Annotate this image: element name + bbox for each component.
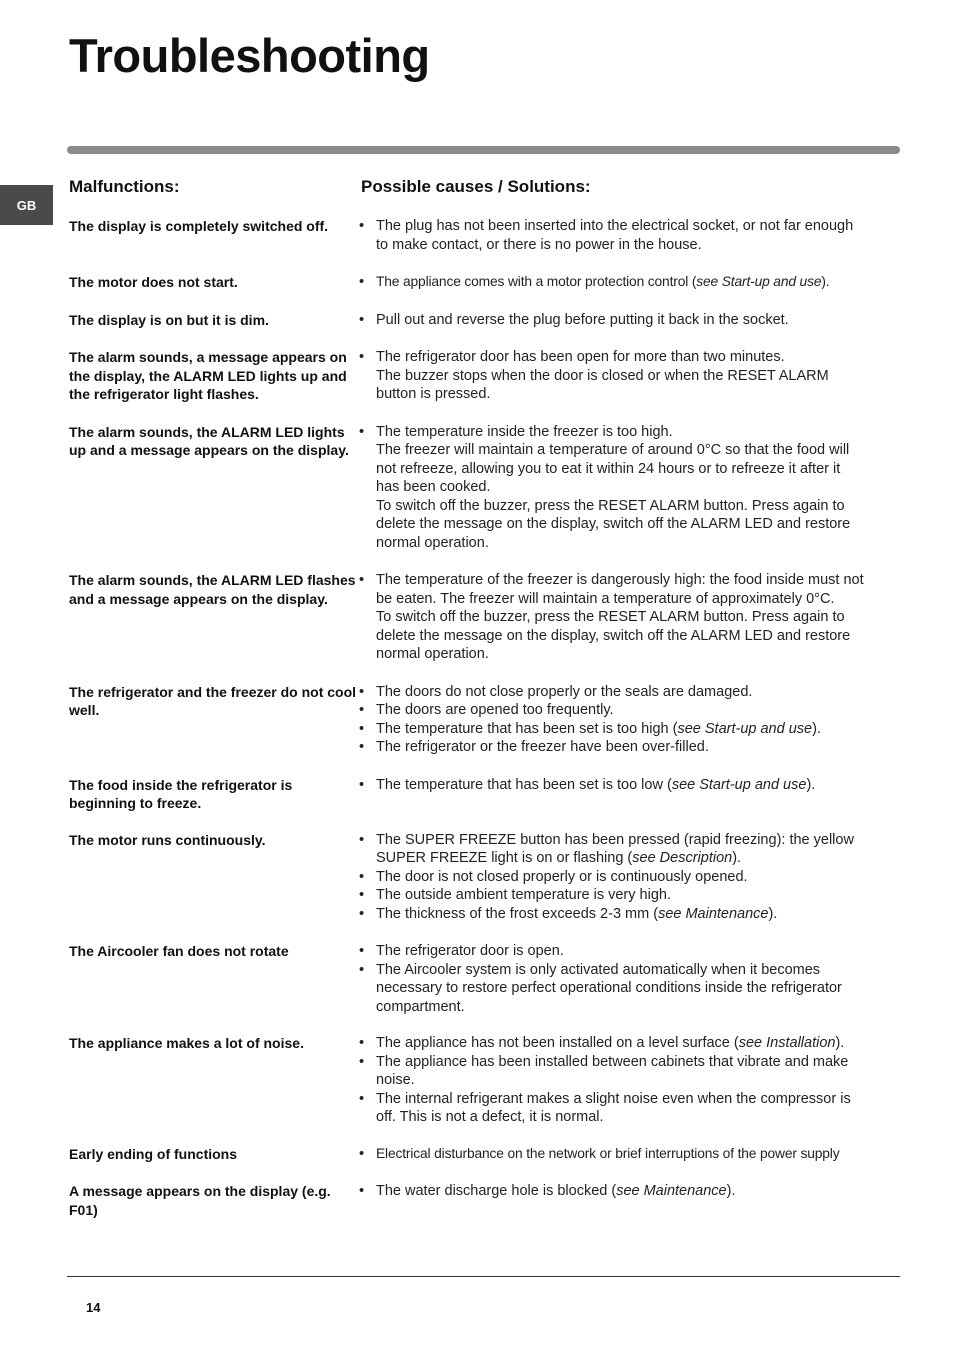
bullet-icon: • <box>359 1145 365 1162</box>
cause-text: The temperature of the freezer is dangerously high: the food inside must not be eaten. The freezer will maintain a temperature of approximately 0°C. To switch off the buzzer, press the RESET ALARM button. Press again to delete the message on the display, switch off the ALARM LED and restore normal operation. <box>376 572 864 662</box>
cause-text: The thickness of the frost exceeds 2-3 mm (see Maintenance). <box>376 905 778 922</box>
causes-list <box>359 571 899 664</box>
cause-text: The refrigerator or the freezer have been over-filled. <box>376 739 709 755</box>
bullet-icon: • <box>359 1183 365 1199</box>
cause-item <box>359 720 899 739</box>
malfunction-label: The alarm sounds, the ALARM LED lights up and a message appears on the display. <box>69 423 349 458</box>
causes-list <box>359 1034 899 1127</box>
bullet-icon: • <box>359 1053 365 1070</box>
cause-item <box>359 831 899 868</box>
cause-text: The appliance has been installed between cabinets that vibrate and make noise. <box>376 1053 849 1088</box>
causes-heading: Possible causes / Solutions: <box>361 177 591 196</box>
causes-list <box>359 831 899 924</box>
cause-item <box>359 868 899 887</box>
cause-text: The plug has not been inserted into the electrical socket, or not far enough to make contact, or there is no power in the house. <box>376 218 854 253</box>
table-row <box>69 348 899 404</box>
cause-text: The door is not closed properly or is continuously opened. <box>376 868 748 885</box>
bullet-icon: • <box>359 311 365 328</box>
malfunction-label: A message appears on the display (e.g. F01) <box>69 1183 331 1218</box>
cause-item <box>359 1034 899 1053</box>
cause-item <box>359 961 899 1017</box>
bullet-icon: • <box>359 868 365 885</box>
cause-text: The Aircooler system is only activated automatically when it becomes necessary to restore perfect operational conditions inside the refrigerator compartment. <box>376 961 842 1015</box>
cause-text: The doors do not close properly or the seals are damaged. <box>376 683 753 700</box>
cause-text: The temperature that has been set is too high (see Start-up and use). <box>376 720 821 737</box>
table-row <box>69 1145 899 1164</box>
bullet-icon: • <box>359 905 365 922</box>
cause-item <box>359 217 899 254</box>
bullet-icon: • <box>359 423 365 440</box>
table-row <box>69 1034 899 1127</box>
cause-text: Electrical disturbance on the network or brief interruptions of the power supply <box>376 1145 840 1161</box>
cause-item <box>359 423 899 553</box>
causes-list <box>359 311 899 330</box>
malfunction-label: The alarm sounds, the ALARM LED flashes and a message appears on the display. <box>69 572 356 607</box>
bullet-icon: • <box>359 1035 365 1051</box>
bullet-icon: • <box>359 683 365 700</box>
bullet-icon: • <box>359 943 365 959</box>
cause-item <box>359 905 899 924</box>
causes-list <box>359 1182 899 1219</box>
table-row <box>69 217 899 254</box>
table-row <box>69 273 899 292</box>
footer-divider <box>67 1276 900 1277</box>
cause-item <box>359 348 899 404</box>
bullet-icon: • <box>359 887 365 903</box>
cause-text: The refrigerator door is open. <box>376 943 564 959</box>
table-row <box>69 311 899 330</box>
cause-text: The appliance comes with a motor protection control (see Start-up and use). <box>376 274 830 289</box>
malfunction-label: Early ending of functions <box>69 1145 238 1162</box>
cause-text: The appliance has not been installed on a level surface (see Installation). <box>376 1035 845 1051</box>
malfunction-label: The refrigerator and the freezer do not cool well. <box>69 683 357 718</box>
malfunctions-heading: Malfunctions: <box>69 177 180 196</box>
cause-text: The refrigerator door has been open for more than two minutes. The buzzer stops when the door is closed or when the RESET ALARM button is pressed. <box>376 349 829 402</box>
cause-text: The outside ambient temperature is very high. <box>376 887 671 903</box>
cause-item <box>359 311 899 330</box>
cause-text: The SUPER FREEZE button has been pressed (rapid freezing): the yellow SUPER FREEZE light is on or flashing (see Description). <box>376 831 854 866</box>
table-row <box>69 423 899 553</box>
cause-item <box>359 1145 899 1164</box>
table-row <box>69 776 899 813</box>
troubleshooting-table <box>69 217 899 1219</box>
bullet-icon: • <box>359 831 365 848</box>
cause-item <box>359 1090 899 1127</box>
cause-item <box>359 1053 899 1090</box>
cause-text: The temperature inside the freezer is too high. The freezer will maintain a temperature of around 0°C so that the food will not refreeze, allowing you to eat it within 24 hours or to refreeze it after it has been cooked. To switch off the buzzer, press the RESET ALARM button. Press again to delete the message on the display, switch off the ALARM LED and restore normal operation. <box>376 423 851 551</box>
malfunction-label: The food inside the refrigerator is beginning to freeze. <box>69 776 293 811</box>
bullet-icon: • <box>359 720 365 737</box>
causes-list <box>359 776 899 813</box>
cause-item <box>359 886 899 905</box>
bullet-icon: • <box>359 274 365 290</box>
bullet-icon: • <box>359 739 365 755</box>
bullet-icon: • <box>359 702 365 718</box>
malfunction-label: The alarm sounds, a message appears on the display, the ALARM LED lights up and the refrigerator light flashes. <box>69 349 347 402</box>
cause-text: The water discharge hole is blocked (see Maintenance). <box>376 1183 736 1199</box>
cause-text: The temperature that has been set is too low (see Start-up and use). <box>376 776 816 793</box>
malfunction-label: The motor does not start. <box>69 274 238 290</box>
bullet-icon: • <box>359 572 365 588</box>
cause-item <box>359 701 899 720</box>
table-row <box>69 683 899 757</box>
bullet-icon: • <box>359 218 365 234</box>
causes-list <box>359 423 899 553</box>
cause-item <box>359 571 899 664</box>
cause-item <box>359 1182 899 1201</box>
malfunction-label: The appliance makes a lot of noise. <box>69 1035 304 1051</box>
cause-item <box>359 273 899 292</box>
bullet-icon: • <box>359 349 365 365</box>
table-row <box>69 942 899 1016</box>
table-row <box>69 1182 899 1219</box>
page-number: 14 <box>86 1300 101 1315</box>
malfunction-label: The motor runs continuously. <box>69 831 266 848</box>
bullet-icon: • <box>359 961 365 978</box>
header-divider <box>67 146 900 154</box>
cause-text: Pull out and reverse the plug before putting it back in the socket. <box>376 311 789 328</box>
table-row <box>69 831 899 924</box>
causes-list <box>359 217 899 254</box>
cause-item <box>359 942 899 961</box>
cause-item <box>359 683 899 702</box>
causes-list <box>359 348 899 404</box>
causes-list <box>359 273 899 292</box>
malfunction-label: The display is on but it is dim. <box>69 311 269 328</box>
causes-list <box>359 683 899 757</box>
bullet-icon: • <box>359 776 365 793</box>
bullet-icon: • <box>359 1090 365 1107</box>
cause-text: The doors are opened too frequently. <box>376 702 614 718</box>
malfunction-label: The Aircooler fan does not rotate <box>69 943 289 959</box>
malfunction-label: The display is completely switched off. <box>69 218 329 234</box>
causes-list <box>359 942 899 1016</box>
causes-list <box>359 1145 899 1164</box>
page-title: Troubleshooting <box>69 29 430 82</box>
table-row <box>69 571 899 664</box>
language-tab: GB <box>0 185 53 225</box>
cause-item <box>359 738 899 757</box>
cause-item <box>359 776 899 795</box>
cause-text: The internal refrigerant makes a slight noise even when the compressor is off. This is not a defect, it is normal. <box>376 1090 851 1125</box>
